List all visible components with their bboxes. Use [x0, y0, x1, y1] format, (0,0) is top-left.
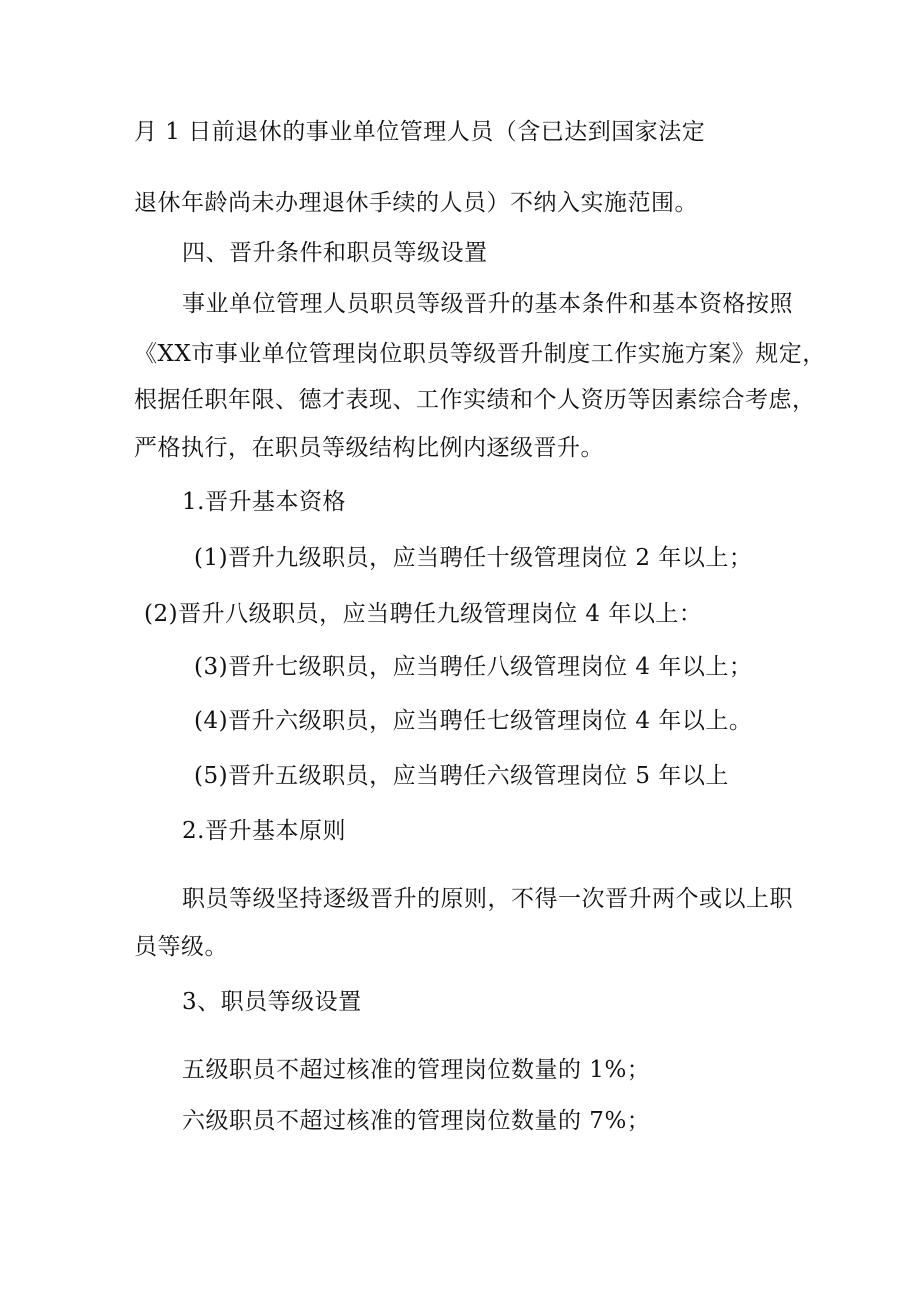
list-item: (2)晋升八级职员，应当聘任九级管理岗位 4 年以上： [144, 601, 703, 627]
paragraph-line: 退休年龄尚未办理退休手续的人员）不纳入实施范围。 [134, 190, 698, 216]
subsection-heading: 2.晋升基本原则 [182, 818, 346, 844]
paragraph-line: 《XX市事业单位管理岗位职员等级晋升制度工作实施方案》规定， [134, 341, 826, 367]
paragraph-line: 严格执行，在职员等级结构比例内逐级晋升。 [134, 435, 604, 461]
list-item: (3)晋升七级职员，应当聘任八级管理岗位 4 年以上； [194, 654, 753, 680]
list-item: (5)晋升五级职员，应当聘任六级管理岗位 5 年以上 [194, 763, 729, 789]
paragraph-line: 五级职员不超过核准的管理岗位数量的 1%； [182, 1057, 651, 1083]
subsection-heading: 1.晋升基本资格 [182, 489, 346, 515]
paragraph-line: 六级职员不超过核准的管理岗位数量的 7%； [182, 1108, 651, 1134]
paragraph-line: 根据任职年限、德才表现、工作实绩和个人资历等因素综合考虑， [134, 387, 816, 413]
paragraph-line: 事业单位管理人员职员等级晋升的基本条件和基本资格按照 [182, 291, 793, 317]
paragraph-line: 月 1 日前退休的事业单位管理人员（含已达到国家法定 [134, 119, 706, 145]
paragraph-line: 职员等级坚持逐级晋升的原则，不得一次晋升两个或以上职 [182, 886, 793, 912]
list-item: (1)晋升九级职员，应当聘任十级管理岗位 2 年以上； [194, 545, 753, 571]
section-heading: 四、晋升条件和职员等级设置 [182, 240, 488, 266]
paragraph-line: 员等级。 [134, 934, 228, 960]
subsection-heading: 3、职员等级设置 [182, 989, 362, 1015]
list-item: (4)晋升六级职员，应当聘任七级管理岗位 4 年以上。 [194, 708, 753, 734]
